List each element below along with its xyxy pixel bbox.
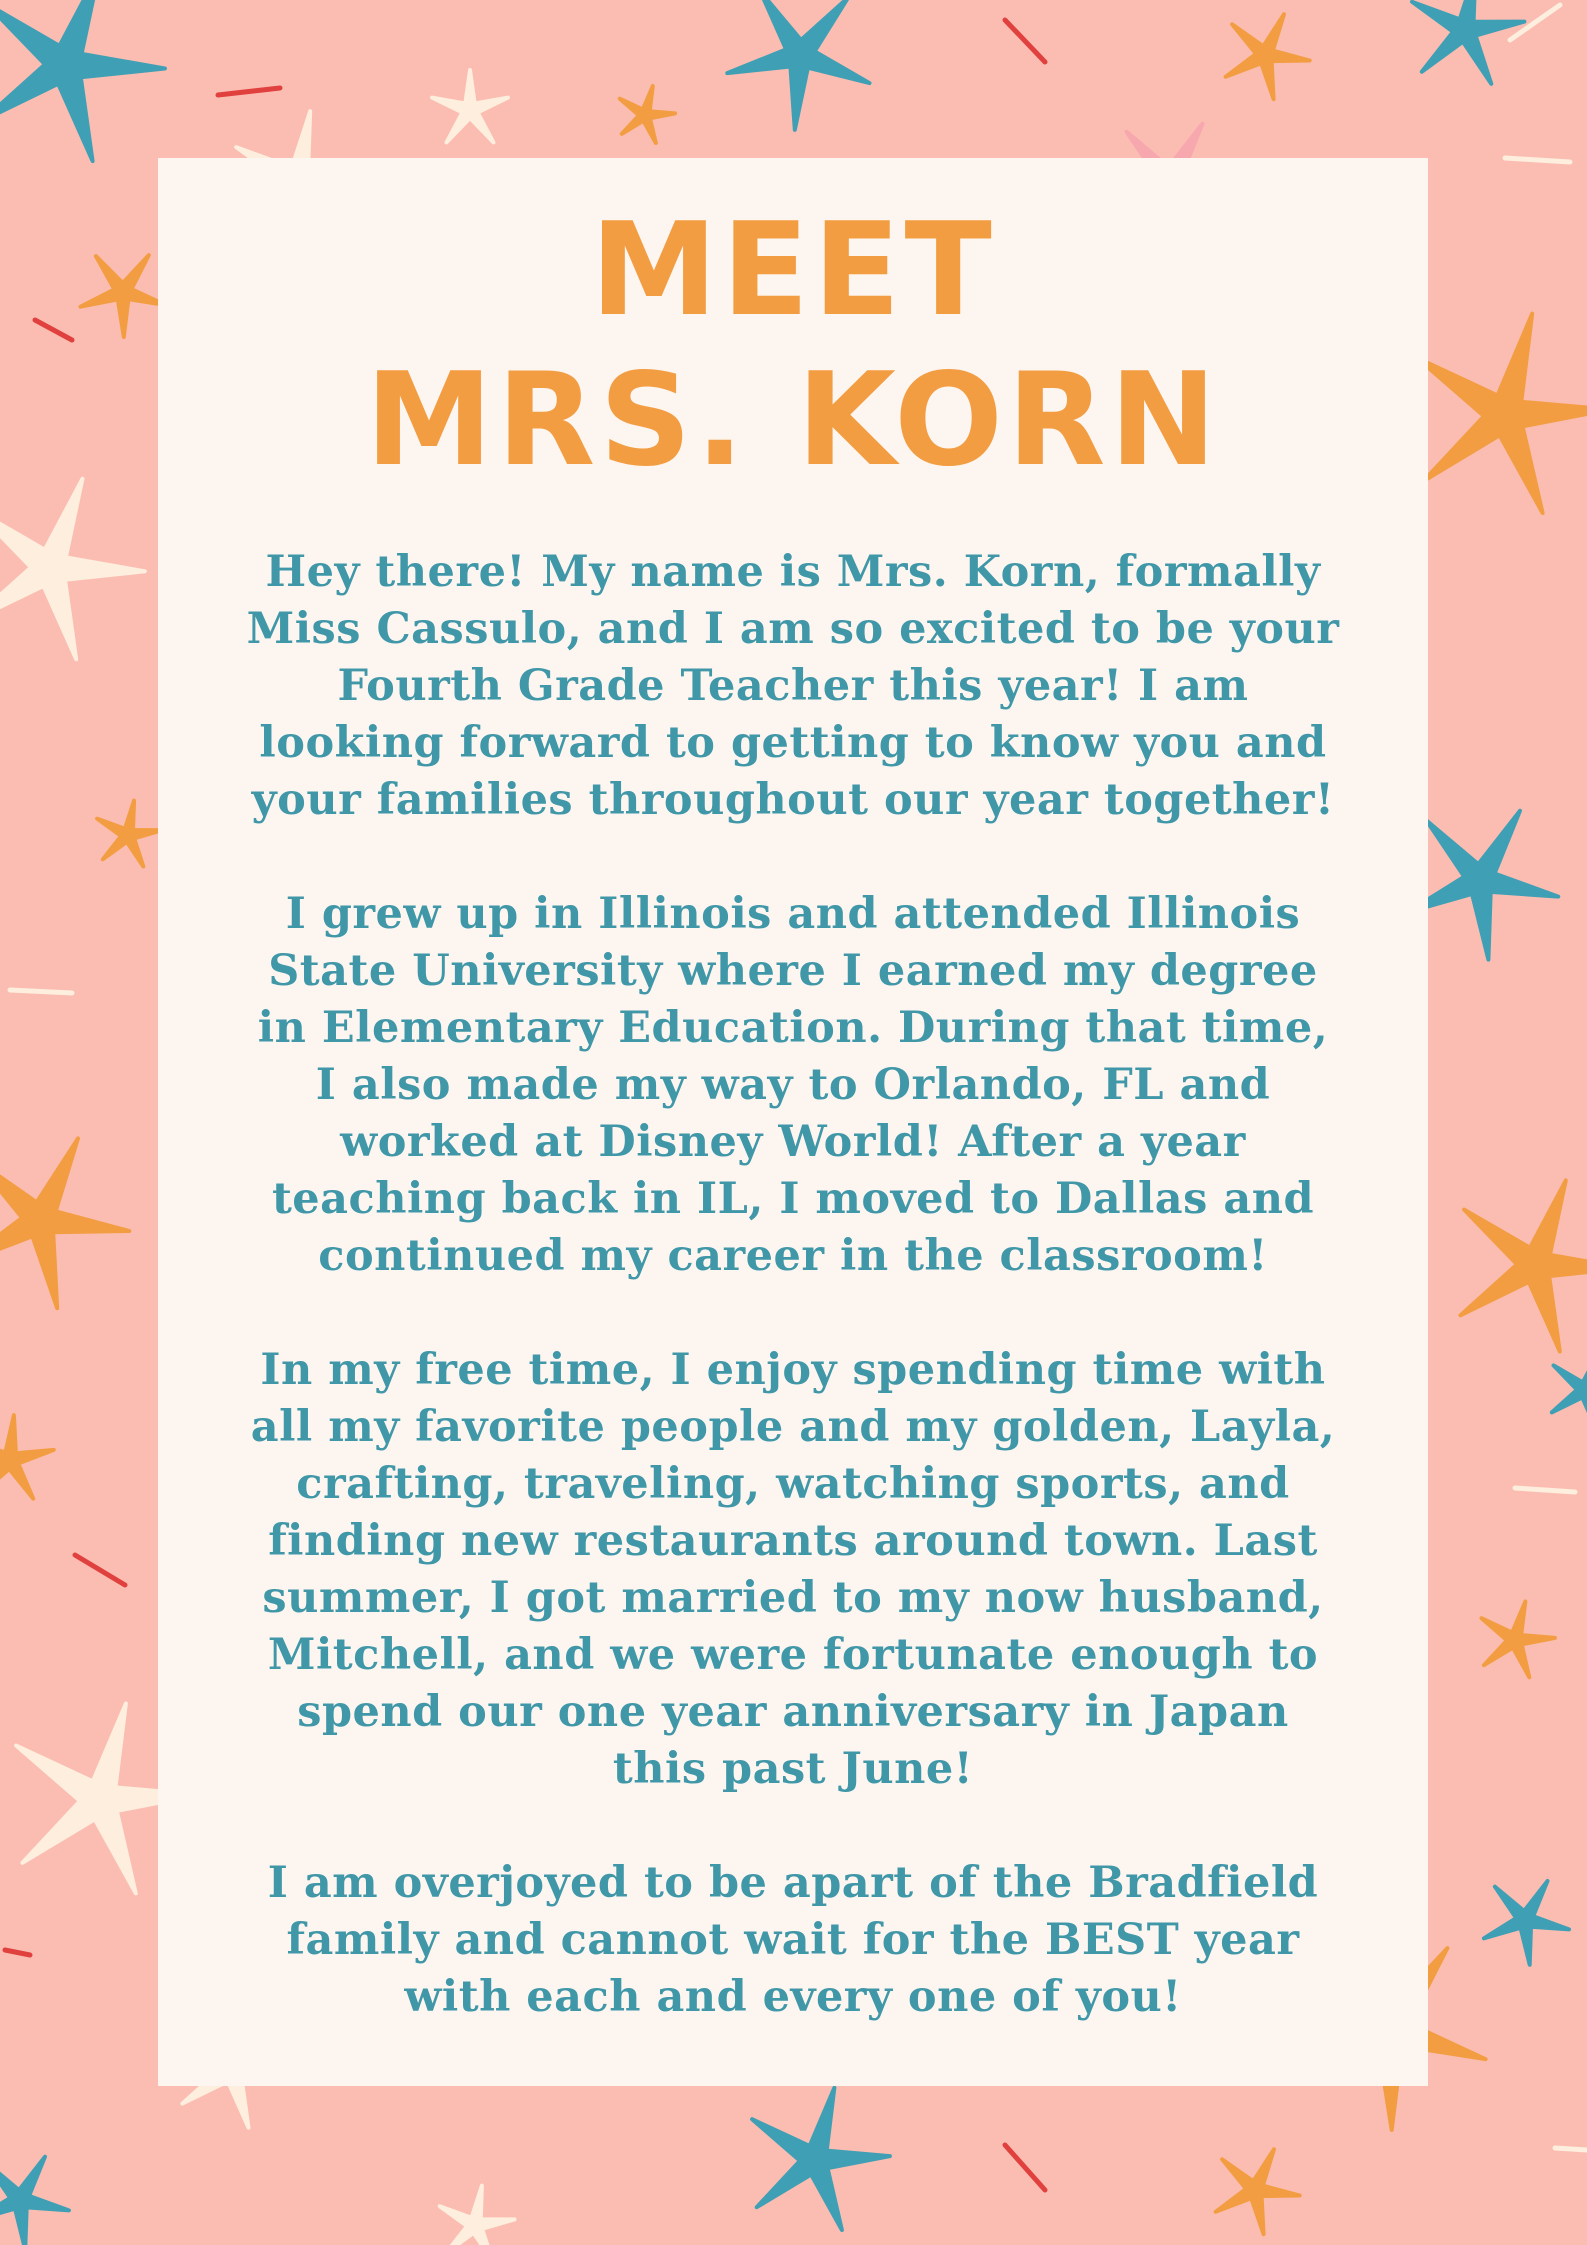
text-line: finding new restaurants around town. Last — [268, 1516, 1318, 1566]
dash-decoration — [1515, 1488, 1575, 1492]
star-icon — [752, 2088, 890, 2230]
star-icon — [0, 479, 145, 660]
text-line: Fourth Grade Teacher this year! I am — [337, 661, 1249, 711]
dash-decoration — [10, 990, 72, 993]
text-line: Mitchell, and we were fortunate enough to — [267, 1630, 1319, 1680]
text-line: continued my career in the classroom! — [318, 1231, 1268, 1281]
star-icon — [1484, 1881, 1569, 1965]
text-line: Miss Cassulo, and I am so excited to be your — [246, 604, 1340, 654]
intro-card — [158, 158, 1428, 2086]
text-line: teaching back in IL, I moved to Dallas and — [271, 1174, 1315, 1224]
dash-decoration — [1555, 2148, 1587, 2150]
text-line: worked at Disney World! After a year — [340, 1117, 1246, 1167]
paragraph-closing — [218, 1855, 1368, 2026]
star-icon — [0, 1415, 54, 1498]
text-line: I grew up in Illinois and attended Illinois — [285, 889, 1301, 939]
dash-decoration — [1005, 2145, 1045, 2190]
paragraph-background — [218, 886, 1368, 1285]
dash-decoration — [1005, 20, 1045, 62]
text-line: State University where I earned my degree — [268, 946, 1318, 996]
star-icon — [1412, 0, 1524, 84]
text-line: all my favorite people and my golden, Layla, — [250, 1402, 1336, 1452]
text-line: with each and every one of you! — [404, 1972, 1182, 2022]
text-line: summer, I got married to my now husband, — [262, 1573, 1324, 1623]
star-icon — [1460, 1180, 1587, 1351]
title-line-meet: MEET — [590, 196, 996, 345]
star-icon — [620, 86, 675, 143]
text-line: I am overjoyed to be apart of the Bradfield — [267, 1858, 1319, 1908]
star-icon — [97, 801, 163, 867]
star-icon — [1226, 14, 1310, 99]
text-line: Hey there! My name is Mrs. Korn, formally — [265, 547, 1321, 597]
text-line: crafting, traveling, watching sports, and — [296, 1459, 1290, 1509]
title-line-name: MRS. KORN — [365, 346, 1221, 495]
star-icon — [440, 2186, 515, 2245]
star-icon — [432, 70, 508, 142]
star-icon — [0, 0, 165, 161]
text-line: in Elementary Education. During that time, — [257, 1003, 1329, 1053]
star-icon — [1482, 1601, 1555, 1677]
page-title — [198, 196, 1388, 496]
star-icon — [1552, 1352, 1587, 1428]
text-line: this past June! — [612, 1744, 974, 1794]
text-line: looking forward to getting to know you and — [259, 718, 1327, 768]
star-icon — [0, 1138, 129, 1308]
text-line: spend our one year anniversary in Japan — [297, 1687, 1289, 1737]
dash-decoration — [75, 1555, 125, 1585]
text-line: your families throughout our year together! — [251, 775, 1335, 825]
dash-decoration — [5, 1950, 30, 1955]
star-icon — [0, 2157, 69, 2245]
text-line: family and cannot wait for the BEST year — [286, 1915, 1300, 1965]
dash-decoration — [35, 320, 72, 340]
star-icon — [1216, 2149, 1300, 2234]
star-icon — [81, 255, 167, 337]
star-icon — [1407, 811, 1558, 960]
text-line: In my free time, I enjoy spending time with — [260, 1345, 1326, 1395]
dash-decoration — [1505, 158, 1570, 162]
star-icon — [1417, 314, 1587, 513]
star-icon — [727, 0, 869, 130]
paragraph-greeting — [218, 544, 1368, 829]
text-line: I also made my way to Orlando, FL and — [315, 1060, 1271, 1110]
dash-decoration — [218, 88, 280, 95]
paragraph-free-time — [218, 1342, 1368, 1798]
